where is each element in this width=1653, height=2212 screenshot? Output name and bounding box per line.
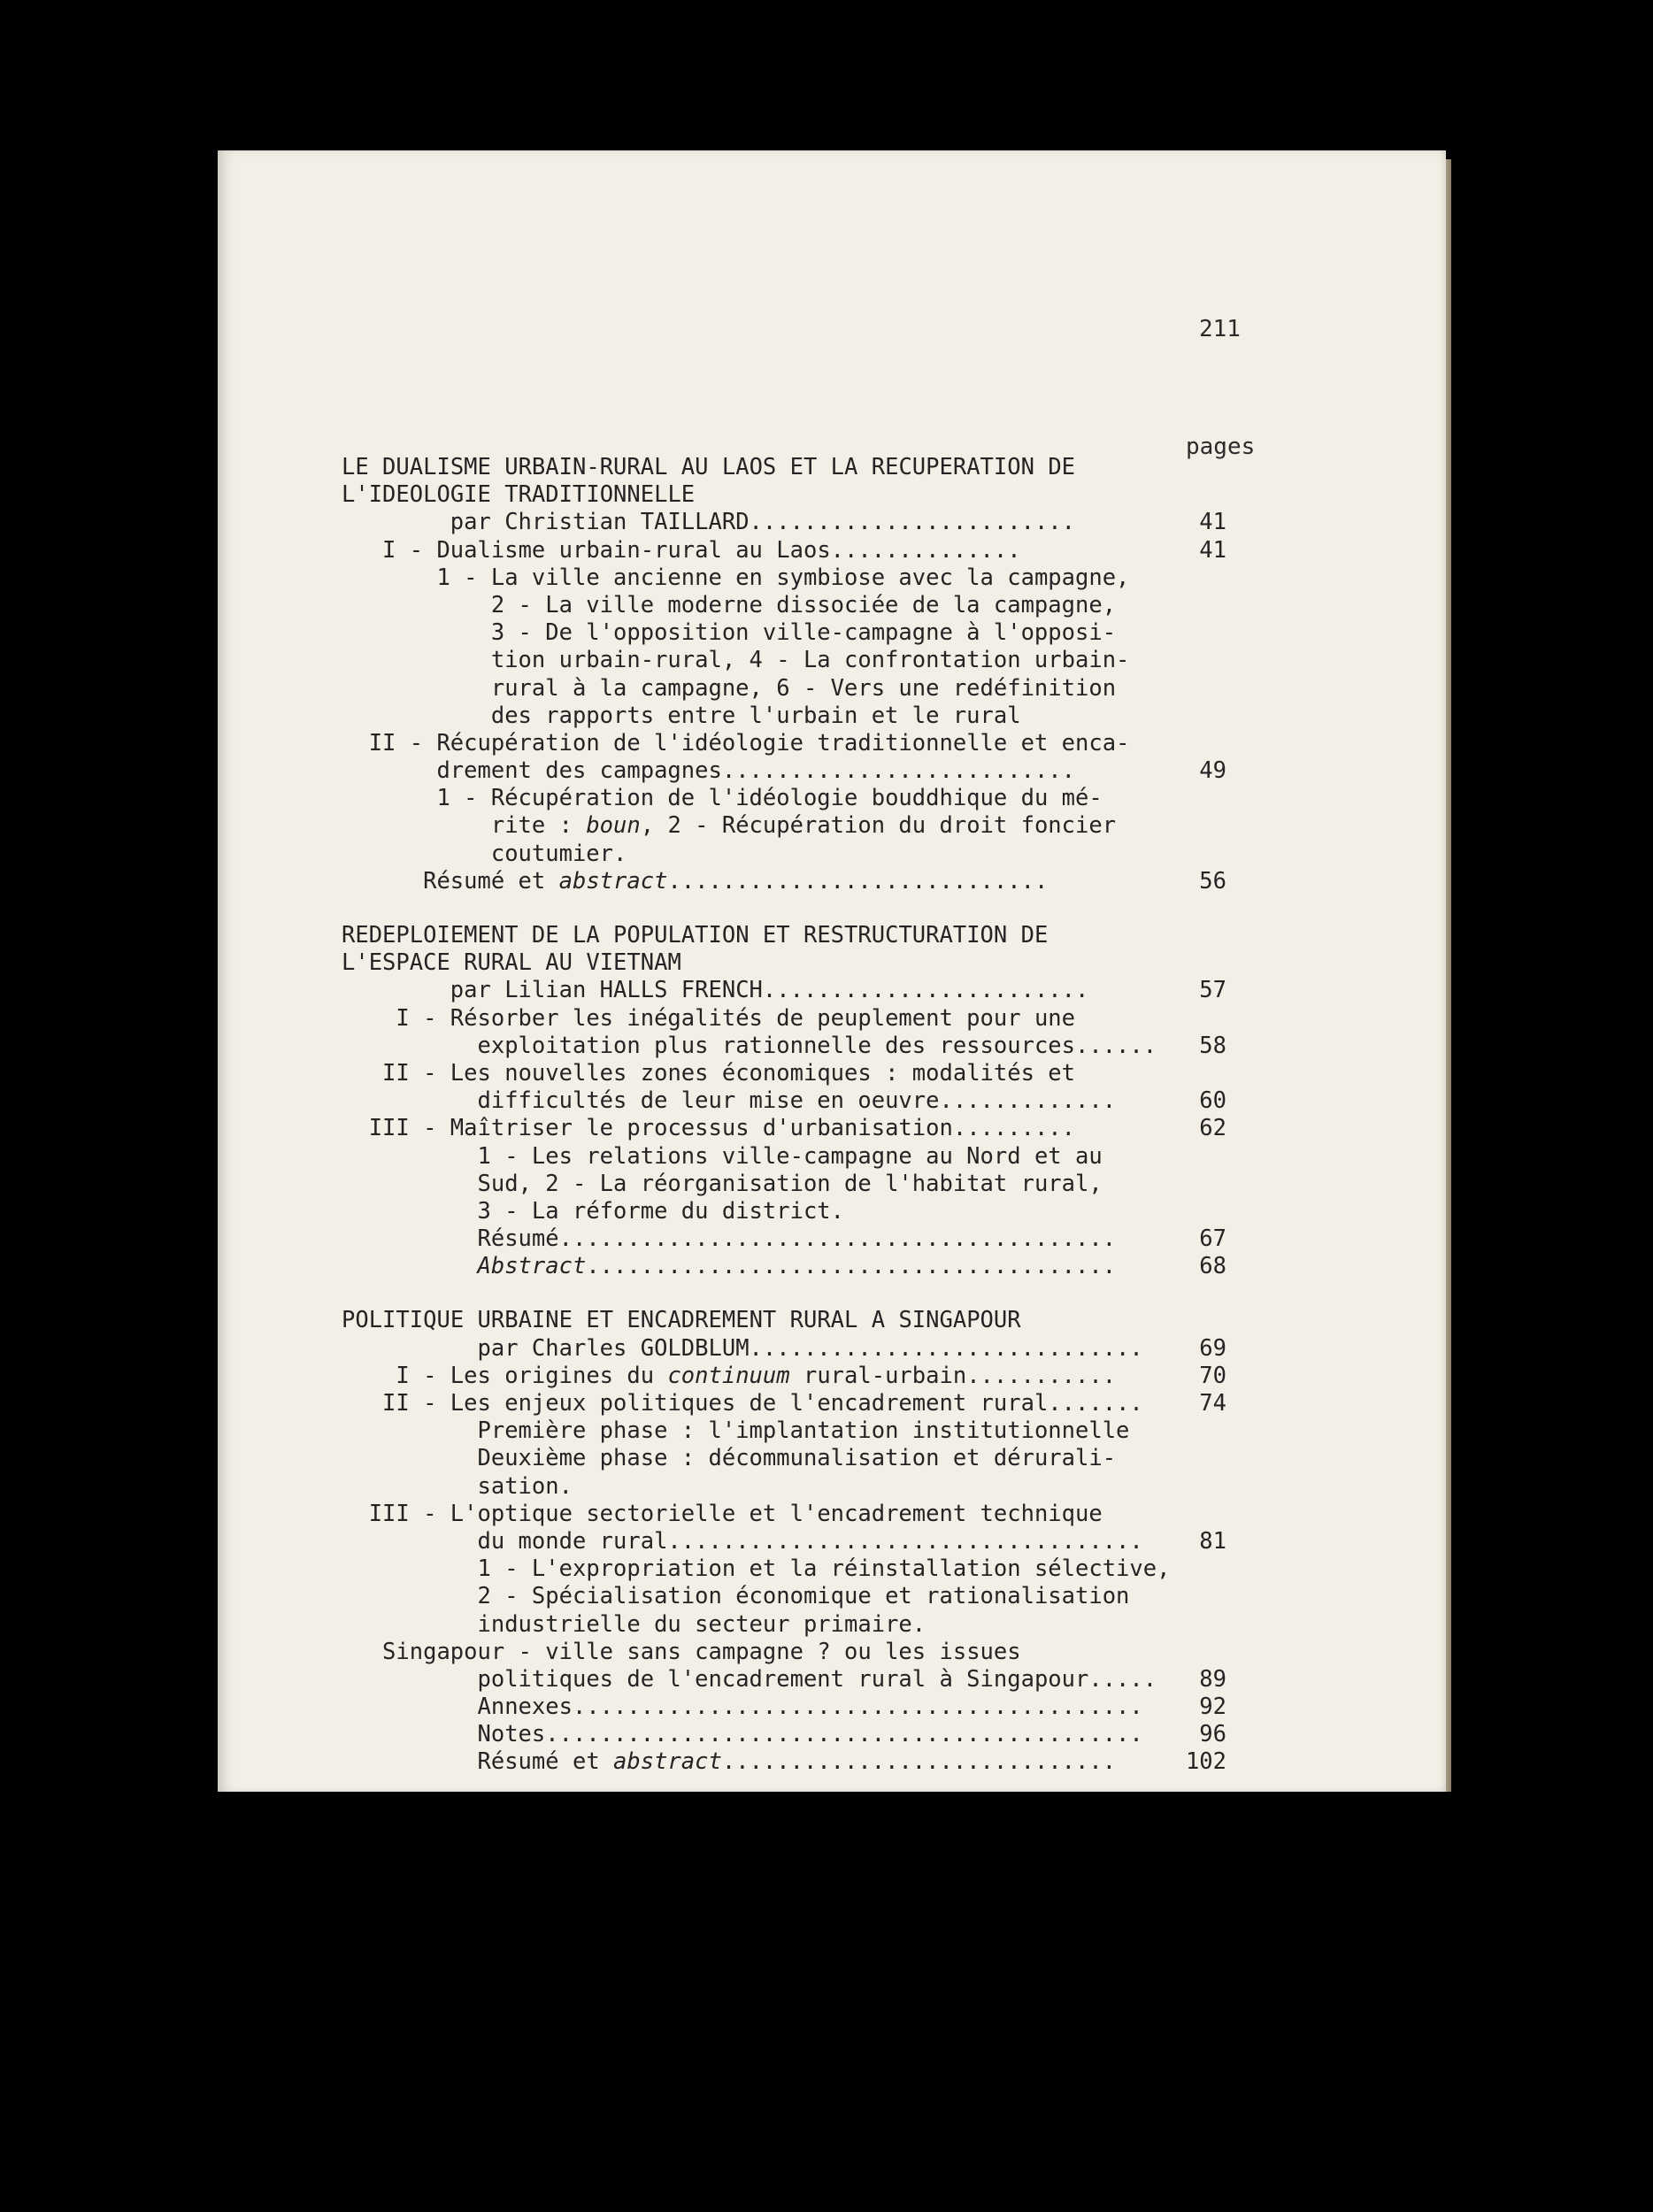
section-gap	[342, 1280, 1226, 1307]
toc-page-number: 67	[1199, 1225, 1226, 1253]
toc-line-text	[491, 812, 1116, 840]
toc-line	[342, 1748, 1226, 1776]
toc-line	[342, 454, 1226, 481]
toc-text: Singapour - ville sans campagne ? ou les issues	[382, 1638, 1021, 1665]
toc-page-number: 74	[1199, 1390, 1226, 1417]
toc-line-text	[396, 1005, 1075, 1033]
toc-text: Résumé et	[477, 1748, 614, 1776]
toc-line-text	[478, 1087, 1117, 1115]
toc-line-text	[342, 922, 1048, 949]
toc-line	[342, 785, 1226, 812]
toc-page-number: 58	[1199, 1032, 1226, 1059]
toc-line-text	[450, 509, 1075, 536]
toc-line	[342, 1721, 1226, 1748]
toc-page-number: 57	[1199, 977, 1226, 1004]
toc-line-text	[491, 675, 1116, 703]
toc-line-text	[342, 454, 1075, 481]
toc-page-number: 49	[1199, 757, 1226, 785]
toc-line	[342, 812, 1226, 840]
toc-line	[342, 1198, 1226, 1225]
toc-line-text	[478, 1033, 1157, 1060]
toc-line	[342, 565, 1226, 592]
toc-line-text	[478, 1528, 1143, 1555]
toc-text: L'IDEOLOGIE TRADITIONNELLE	[342, 481, 696, 509]
toc-text: LE DUALISME URBAIN-RURAL AU LAOS ET LA RECUPERATION DE	[342, 454, 1076, 480]
toc-line-text	[478, 1198, 845, 1225]
toc-line	[342, 509, 1226, 536]
toc-text: I - Résorber les inégalités de peuplement pour une	[396, 1004, 1076, 1032]
toc-line	[342, 1639, 1226, 1666]
toc-line-text	[342, 1307, 1021, 1334]
toc-line	[342, 1694, 1226, 1721]
toc-text: politiques de l'encadrement rural à Singapour.....	[477, 1665, 1157, 1693]
toc-text: tion urbain-rural, 4 - La confrontation urbain-	[490, 647, 1130, 674]
toc-line-text	[491, 647, 1130, 674]
toc-line-text	[382, 1639, 1021, 1666]
toc-line	[342, 1005, 1226, 1033]
toc-line-text	[436, 757, 1075, 785]
toc-text: 1 - L'expropriation et la réinstallation sélective,	[477, 1555, 1171, 1583]
toc-text: 1 - Récupération de l'idéologie bouddhique du mé-	[436, 785, 1103, 812]
toc-italic-term: continuum	[667, 1362, 790, 1389]
toc-text-continued: ............................	[667, 867, 1049, 895]
toc-line	[342, 1417, 1226, 1445]
toc-text: drement des campagnes..........................	[436, 757, 1075, 785]
toc-line-text	[342, 481, 695, 509]
toc-line-text	[478, 1611, 926, 1639]
toc-line-text	[491, 619, 1116, 647]
toc-line	[342, 619, 1226, 647]
toc-line	[342, 949, 1226, 977]
toc-italic-term: boun	[586, 812, 641, 840]
toc-line-text	[369, 1501, 1103, 1528]
toc-text: difficultés de leur mise en oeuvre.............	[477, 1087, 1117, 1115]
toc-text: du monde rural...................................	[477, 1527, 1143, 1555]
toc-page-number: 62	[1199, 1115, 1226, 1142]
toc-line	[342, 1115, 1226, 1142]
toc-text: I - Dualisme urbain-rural au Laos..............	[382, 536, 1021, 564]
toc-section	[342, 1307, 1226, 1776]
toc-text: Notes............................................	[477, 1721, 1143, 1748]
toc-text: rite :	[490, 812, 587, 840]
toc-page-number: 96	[1199, 1721, 1226, 1748]
toc-text-continued: rural-urbain...........	[789, 1362, 1117, 1389]
toc-text-continued: .............................	[721, 1748, 1117, 1776]
toc-text: III - L'optique sectorielle et l'encadrement technique	[368, 1500, 1103, 1527]
toc-line	[342, 1363, 1226, 1390]
toc-text: des rapports entre l'urbain et le rural	[490, 702, 1021, 729]
toc-line-text	[491, 703, 1021, 730]
toc-line-text	[382, 1390, 1143, 1417]
toc-line-text	[478, 1721, 1143, 1748]
toc-text: II - Les enjeux politiques de l'encadrement rural.......	[382, 1390, 1143, 1417]
toc-text: sation.	[477, 1472, 573, 1500]
toc-text: par Lilian HALLS FRENCH........................	[450, 977, 1089, 1004]
toc-text: par Charles GOLDBLUM.............................	[477, 1334, 1143, 1362]
toc-line-text	[478, 1583, 1130, 1610]
toc-text: 1 - Les relations ville-campagne au Nord et au	[477, 1142, 1103, 1170]
toc-line	[342, 1583, 1226, 1610]
toc-line	[342, 1253, 1226, 1280]
toc-text: L'ESPACE RURAL AU VIETNAM	[342, 949, 681, 977]
toc-line	[342, 977, 1226, 1004]
toc-text: II - Les nouvelles zones économiques : modalités et	[382, 1059, 1076, 1087]
toc-line-text	[478, 1694, 1143, 1721]
toc-text: III - Maîtriser le processus d'urbanisation.........	[368, 1115, 1076, 1142]
toc-line-text	[450, 977, 1089, 1004]
toc-line	[342, 1666, 1226, 1694]
toc-line-text	[382, 1060, 1075, 1087]
toc-line-text	[478, 1666, 1157, 1694]
toc-text: POLITIQUE URBAINE ET ENCADREMENT RURAL A SINGAPOUR	[342, 1307, 1021, 1334]
toc-page-number: 69	[1199, 1334, 1226, 1362]
toc-line-text	[478, 1417, 1130, 1445]
toc-text: 1 - La ville ancienne en symbiose avec la campagne,	[436, 564, 1130, 591]
toc-text: Première phase : l'implantation institutionnelle	[477, 1417, 1130, 1445]
table-of-contents	[342, 454, 1226, 1777]
toc-line	[342, 1087, 1226, 1115]
toc-text: 2 - La ville moderne dissociée de la campagne,	[490, 591, 1117, 618]
toc-line-text	[382, 537, 1021, 565]
toc-line-text	[478, 1748, 1117, 1776]
toc-text: exploitation plus rationnelle des ressources......	[477, 1032, 1157, 1059]
toc-text: 3 - La réforme du district.	[477, 1197, 845, 1225]
toc-line	[342, 675, 1226, 703]
toc-line-text	[423, 868, 1048, 895]
toc-section	[342, 922, 1226, 1280]
toc-line	[342, 1307, 1226, 1334]
toc-text: Annexes..........................................	[477, 1694, 1143, 1721]
toc-text: Résumé.........................................	[477, 1225, 1117, 1253]
toc-italic-term: abstract	[558, 867, 668, 895]
toc-line-text	[478, 1473, 573, 1501]
toc-line-text	[369, 1115, 1075, 1142]
toc-text: Résumé et	[423, 867, 559, 895]
toc-line	[342, 1555, 1226, 1583]
toc-line	[342, 1528, 1226, 1555]
toc-text-continued: , 2 - Récupération du droit foncier	[640, 812, 1117, 840]
toc-line	[342, 592, 1226, 619]
toc-line-text	[478, 1253, 1117, 1280]
toc-line-text	[396, 1363, 1116, 1390]
toc-line	[342, 1473, 1226, 1501]
toc-text: I - Les origines du	[396, 1362, 668, 1389]
toc-line	[342, 1225, 1226, 1253]
toc-line	[342, 537, 1226, 565]
toc-line	[342, 757, 1226, 785]
toc-line-text	[369, 730, 1130, 757]
toc-line-text	[491, 841, 627, 868]
toc-page-number: 89	[1199, 1665, 1226, 1693]
toc-text: II - Récupération de l'idéologie traditionnelle et enca-	[368, 729, 1130, 757]
toc-page-number: 102	[1185, 1748, 1226, 1776]
toc-line	[342, 730, 1226, 757]
toc-line-text	[478, 1143, 1103, 1171]
toc-line-text	[491, 592, 1116, 619]
toc-text: Sud, 2 - La réorganisation de l'habitat rural,	[477, 1170, 1103, 1197]
toc-text: 2 - Spécialisation économique et rationalisation	[477, 1583, 1130, 1610]
toc-italic-term: abstract	[613, 1748, 722, 1776]
toc-line	[342, 1501, 1226, 1528]
toc-line	[342, 703, 1226, 730]
toc-line	[342, 1060, 1226, 1087]
toc-page-number: 41	[1199, 536, 1226, 564]
toc-page-number: 92	[1199, 1694, 1226, 1721]
toc-page-number: 81	[1199, 1527, 1226, 1555]
toc-line	[342, 1171, 1226, 1198]
toc-text-continued: .......................................	[586, 1253, 1117, 1280]
toc-line-text	[478, 1335, 1143, 1363]
pages-column-header: pages	[1186, 434, 1256, 460]
section-gap	[342, 895, 1226, 922]
toc-section	[342, 454, 1226, 895]
toc-text: 3 - De l'opposition ville-campagne à l'opposi-	[490, 619, 1117, 647]
toc-line	[342, 1611, 1226, 1639]
toc-line-text	[436, 785, 1102, 812]
toc-page-number: 60	[1199, 1087, 1226, 1115]
toc-page-number: 56	[1199, 867, 1226, 895]
toc-line	[342, 868, 1226, 895]
page-number: 211	[1199, 316, 1241, 342]
toc-text: REDEPLOIEMENT DE LA POPULATION ET RESTRUCTURATION DE	[342, 922, 1049, 949]
toc-line	[342, 1143, 1226, 1171]
toc-text: Deuxième phase : décommunalisation et dérurali-	[477, 1445, 1117, 1472]
toc-line	[342, 841, 1226, 868]
toc-line	[342, 1390, 1226, 1417]
toc-line	[342, 481, 1226, 509]
toc-line-text	[342, 949, 681, 977]
toc-page-number: 41	[1199, 509, 1226, 536]
toc-line	[342, 922, 1226, 949]
toc-text: par Christian TAILLARD........................	[450, 509, 1076, 536]
toc-line	[342, 1033, 1226, 1060]
toc-line	[342, 1335, 1226, 1363]
toc-line	[342, 1445, 1226, 1472]
toc-line-text	[478, 1445, 1117, 1472]
toc-line	[342, 647, 1226, 674]
toc-line-text	[478, 1225, 1117, 1253]
toc-text: rural à la campagne, 6 - Vers une redéfinition	[490, 674, 1117, 702]
toc-page-number: 68	[1199, 1253, 1226, 1280]
toc-line-text	[436, 565, 1129, 592]
toc-line-text	[478, 1555, 1171, 1583]
toc-page-number: 70	[1199, 1362, 1226, 1389]
toc-text: coutumier.	[490, 840, 627, 867]
toc-text: industrielle du secteur primaire.	[477, 1610, 926, 1638]
toc-italic-term: Abstract	[477, 1253, 587, 1280]
toc-line-text	[478, 1171, 1103, 1198]
